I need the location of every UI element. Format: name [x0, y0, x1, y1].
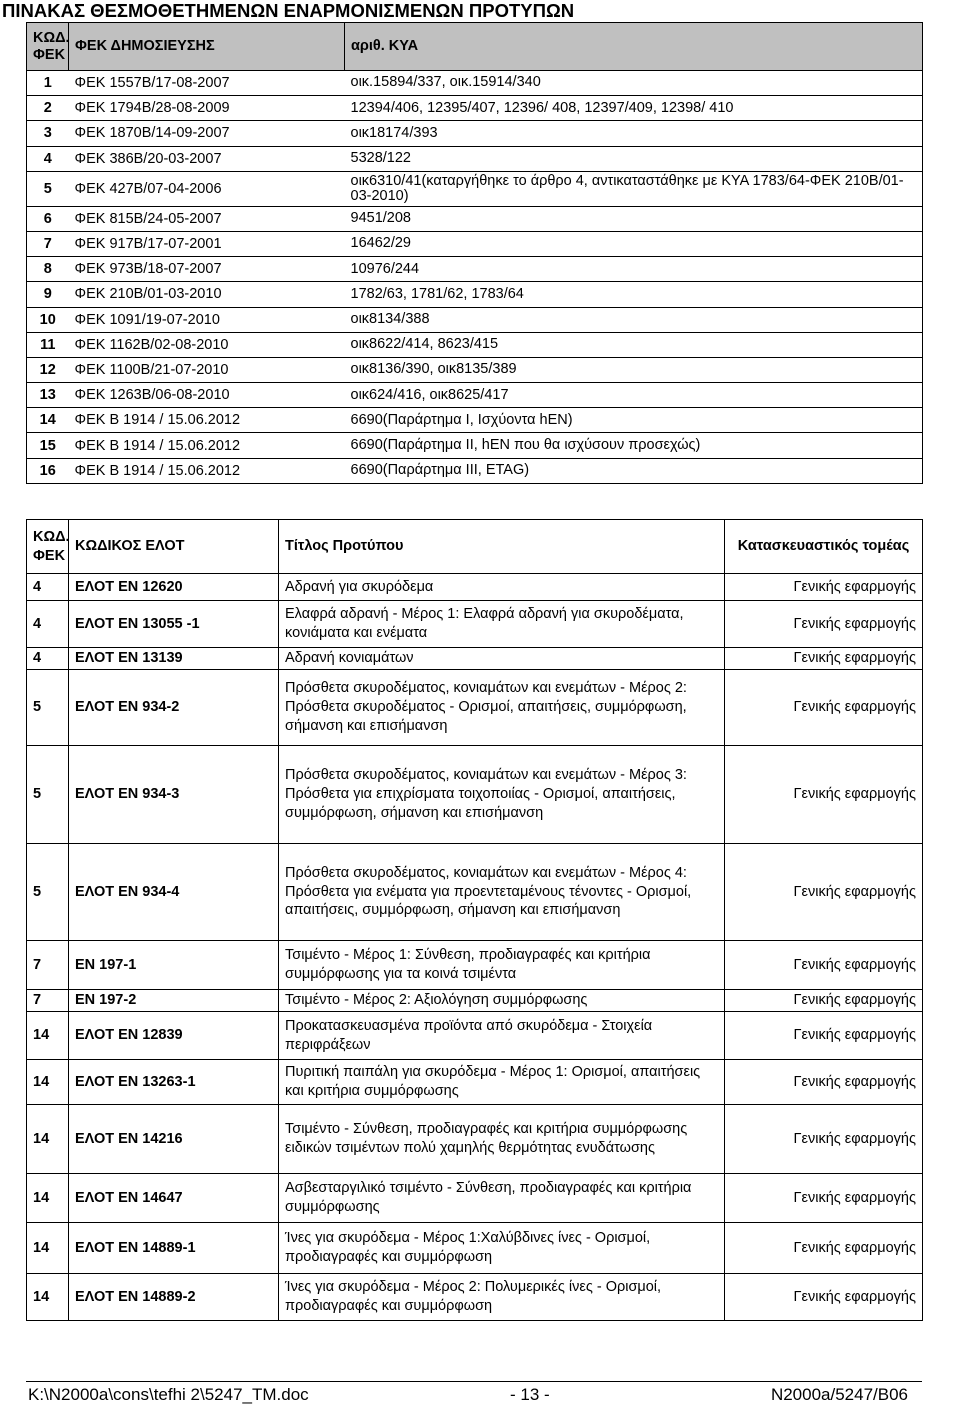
construction-sector-cell: Γενικής εφαρμογής: [725, 990, 923, 1012]
fek-code-cell: 14: [27, 1274, 69, 1321]
header-fek-code: ΚΩΔ. ΦΕΚ: [27, 23, 69, 71]
standard-title-cell: Αδρανή για σκυρόδεμα: [279, 574, 725, 601]
fek-code-cell: 7: [27, 941, 69, 990]
kya-number-cell: οικ18174/393: [345, 121, 923, 146]
fek-table-row: [27, 282, 923, 307]
fek-publication-cell: ΦΕΚ 427Β/07-04-2006: [69, 171, 345, 206]
fek-code-cell: 6: [27, 206, 69, 231]
footer-document-ref: N2000a/5247/B06: [770, 1385, 908, 1404]
kya-number-cell: 9451/208: [345, 206, 923, 231]
construction-sector-cell: Γενικής εφαρμογής: [725, 1174, 923, 1223]
fek-code-cell: 9: [27, 282, 69, 307]
kya-number-cell: 10976/244: [345, 257, 923, 282]
fek-table-row: [27, 96, 923, 121]
construction-sector-cell: Γενικής εφαρμογής: [725, 1223, 923, 1274]
fek-table-row: [27, 206, 923, 231]
fek-code-cell: 7: [27, 990, 69, 1012]
page-title: ΠΙΝΑΚΑΣ ΘΕΣΜΟΘΕΤΗΜΕΝΩΝ ΕΝΑΡΜΟΝΙΣΜΕΝΩΝ ΠΡΟΤΥΠΩΝ: [2, 0, 575, 21]
fek-code-cell: 4: [27, 574, 69, 601]
elot-code-cell: ΕΛΟΤ ΕΝ 14216: [69, 1105, 279, 1174]
fek-publication-cell: ΦΕΚ 386Β/20-03-2007: [69, 146, 345, 171]
construction-sector-cell: Γενικής εφαρμογής: [725, 844, 923, 941]
kya-number-cell: οικ8622/414, 8623/415: [345, 332, 923, 357]
fek-publication-cell: ΦΕΚ 917Β/17-07-2001: [69, 231, 345, 256]
kya-number-cell: 16462/29: [345, 231, 923, 256]
fek-table-row: [27, 357, 923, 382]
kya-number-cell: οικ624/416, οικ8625/417: [345, 383, 923, 408]
fek-publication-cell: ΦΕΚ 973Β/18-07-2007: [69, 257, 345, 282]
fek-publication-cell: ΦΕΚ 210Β/01-03-2010: [69, 282, 345, 307]
fek-code-cell: 5: [27, 670, 69, 746]
fek-publication-cell: ΦΕΚ 1794Β/28-08-2009: [69, 96, 345, 121]
standards-table-header: [27, 520, 923, 574]
fek-code-cell: 12: [27, 357, 69, 382]
fek-code-cell: 7: [27, 231, 69, 256]
elot-code-cell: ΕΝ 197-1: [69, 941, 279, 990]
fek-code-cell: 15: [27, 433, 69, 458]
fek-code-cell: 4: [27, 146, 69, 171]
elot-code-cell: ΕΛΟΤ ΕΝ 12839: [69, 1012, 279, 1060]
header-standard-title: Τίτλος Προτύπου: [279, 520, 725, 574]
kya-number-cell: 12394/406, 12395/407, 12396/ 408, 12397/409, 12398/ 410: [345, 96, 923, 121]
fek-code-cell: 1: [27, 71, 69, 96]
standard-title-cell: Προκατασκευασμένα προϊόντα από σκυρόδεμα - Στοιχεία περιφράξεων: [279, 1012, 725, 1060]
fek-code-cell: 11: [27, 332, 69, 357]
standards-table-row: [27, 1060, 923, 1105]
elot-code-cell: ΕΛΟΤ ΕΝ 934-3: [69, 746, 279, 844]
elot-code-cell: ΕΛΟΤ ΕΝ 13055 -1: [69, 601, 279, 648]
construction-sector-cell: Γενικής εφαρμογής: [725, 941, 923, 990]
fek-publication-cell: ΦΕΚ Β 1914 / 15.06.2012: [69, 433, 345, 458]
fek-code-cell: 5: [27, 171, 69, 206]
kya-number-cell: οικ6310/41(καταργήθηκε το άρθρο 4, αντικαταστάθηκε με ΚΥΑ 1783/64-ΦΕΚ 210Β/01-03-2010): [345, 171, 923, 206]
fek-table-row: [27, 231, 923, 256]
header-fek-code: ΚΩΔ. ΦΕΚ: [27, 520, 69, 574]
construction-sector-cell: Γενικής εφαρμογής: [725, 1105, 923, 1174]
construction-sector-cell: Γενικής εφαρμογής: [725, 670, 923, 746]
fek-table-row: [27, 257, 923, 282]
fek-table-row: [27, 146, 923, 171]
standards-table-row: [27, 1174, 923, 1223]
fek-publication-cell: ΦΕΚ Β 1914 / 15.06.2012: [69, 408, 345, 433]
fek-code-cell: 14: [27, 1060, 69, 1105]
fek-code-cell: 8: [27, 257, 69, 282]
fek-code-cell: 4: [27, 648, 69, 670]
fek-code-cell: 4: [27, 601, 69, 648]
standard-title-cell: Ασβεσταργιλικό τσιμέντο - Σύνθεση, προδιαγραφές και κριτήρια συμμόρφωσης: [279, 1174, 725, 1223]
kya-number-cell: 6690(Παράρτημα ΙΙ, hEN που θα ισχύσουν προσεχώς): [345, 433, 923, 458]
standard-title-cell: Τσιμέντο - Μέρος 1: Σύνθεση, προδιαγραφές και κριτήρια συμμόρφωσης για τα κοινά τσιμέντα: [279, 941, 725, 990]
construction-sector-cell: Γενικής εφαρμογής: [725, 1060, 923, 1105]
elot-code-cell: ΕΛΟΤ ΕΝ 934-4: [69, 844, 279, 941]
fek-publication-cell: ΦΕΚ 1100Β/21-07-2010: [69, 357, 345, 382]
fek-code-cell: 10: [27, 307, 69, 332]
construction-sector-cell: Γενικής εφαρμογής: [725, 746, 923, 844]
fek-table-row: [27, 332, 923, 357]
fek-code-cell: 14: [27, 1105, 69, 1174]
construction-sector-cell: Γενικής εφαρμογής: [725, 601, 923, 648]
elot-code-cell: ΕΛΟΤ ΕΝ 14889-1: [69, 1223, 279, 1274]
fek-publication-cell: ΦΕΚ 1091/19-07-2010: [69, 307, 345, 332]
header-fek-publication: ΦΕΚ ΔΗΜΟΣΙΕΥΣΗΣ: [69, 23, 345, 71]
elot-code-cell: ΕΛΟΤ ΕΝ 14647: [69, 1174, 279, 1223]
fek-publication-cell: ΦΕΚ 1162Β/02-08-2010: [69, 332, 345, 357]
standard-title-cell: Πυριτική παιπάλη για σκυρόδεμα - Μέρος 1: Ορισμοί, απαιτήσεις και κριτήρια συμμόρφωσης: [279, 1060, 725, 1105]
fek-table: [26, 22, 923, 484]
standards-table-row: [27, 1012, 923, 1060]
standards-table-row: [27, 746, 923, 844]
standards-table: [26, 519, 923, 1321]
construction-sector-cell: Γενικής εφαρμογής: [725, 1012, 923, 1060]
standards-table-row: [27, 648, 923, 670]
elot-code-cell: ΕΛΟΤ ΕΝ 13263-1: [69, 1060, 279, 1105]
standard-title-cell: Ελαφρά αδρανή - Μέρος 1: Ελαφρά αδρανή για σκυροδέματα, κονιάματα και ενέματα: [279, 601, 725, 648]
standard-title-cell: Ίνες για σκυρόδεμα - Μέρος 2: Πολυμερικές ίνες - Ορισμοί, προδιαγραφές και συμμόρφωση: [279, 1274, 725, 1321]
fek-publication-cell: ΦΕΚ 1870Β/14-09-2007: [69, 121, 345, 146]
elot-code-cell: ΕΛΟΤ ΕΝ 934-2: [69, 670, 279, 746]
fek-table-row: [27, 408, 923, 433]
fek-code-cell: 5: [27, 844, 69, 941]
construction-sector-cell: Γενικής εφαρμογής: [725, 648, 923, 670]
standards-table-row: [27, 990, 923, 1012]
kya-number-cell: οικ8134/388: [345, 307, 923, 332]
fek-code-cell: 14: [27, 1012, 69, 1060]
fek-table-row: [27, 121, 923, 146]
fek-table-row: [27, 71, 923, 96]
fek-publication-cell: ΦΕΚ 815Β/24-05-2007: [69, 206, 345, 231]
construction-sector-cell: Γενικής εφαρμογής: [725, 574, 923, 601]
elot-code-cell: ΕΛΟΤ ΕΝ 13139: [69, 648, 279, 670]
header-construction-sector: Κατασκευαστικός τομέας: [725, 520, 923, 574]
standard-title-cell: Τσιμέντο - Μέρος 2: Αξιολόγηση συμμόρφωσης: [279, 990, 725, 1012]
standards-table-row: [27, 574, 923, 601]
fek-publication-cell: ΦΕΚ Β 1914 / 15.06.2012: [69, 458, 345, 483]
footer-page-number: - 13 -: [510, 1385, 550, 1404]
footer-file-path: K:\N2000a\cons\tefhi 2\5247_TM.doc: [28, 1385, 309, 1404]
header-kya-number: αριθ. ΚΥΑ: [345, 23, 923, 71]
standards-table-row: [27, 941, 923, 990]
standards-table-row: [27, 1223, 923, 1274]
kya-number-cell: 1782/63, 1781/62, 1783/64: [345, 282, 923, 307]
header-elot-code: ΚΩΔΙΚΟΣ ΕΛΟΤ: [69, 520, 279, 574]
elot-code-cell: ΕΛΟΤ ΕΝ 12620: [69, 574, 279, 601]
standard-title-cell: Πρόσθετα σκυροδέματος, κονιαμάτων και ενεμάτων - Μέρος 4: Πρόσθετα για ενέματα για προεντεταμένους τένοντες - Ορισμοί, απαιτήσεις, συμμόρφωση, σήμανση και επισήμανση: [279, 844, 725, 941]
fek-code-cell: 13: [27, 383, 69, 408]
fek-code-cell: 16: [27, 458, 69, 483]
standard-title-cell: Πρόσθετα σκυροδέματος, κονιαμάτων και ενεμάτων - Μέρος 3: Πρόσθετα για επιχρίσματα τοιχοποιίας - Ορισμοί, απαιτήσεις, συμμόρφωση, σήμανση και επισήμανση: [279, 746, 725, 844]
fek-table-row: [27, 171, 923, 206]
fek-code-cell: 14: [27, 408, 69, 433]
fek-table-row: [27, 307, 923, 332]
kya-number-cell: 6690(Παράρτημα Ι, Ισχύοντα hEN): [345, 408, 923, 433]
fek-publication-cell: ΦΕΚ 1557Β/17-08-2007: [69, 71, 345, 96]
standards-table-row: [27, 1105, 923, 1174]
standard-title-cell: Πρόσθετα σκυροδέματος, κονιαμάτων και ενεμάτων - Μέρος 2: Πρόσθετα σκυροδέματος - Ορισμοί, απαιτήσεις, συμμόρφωση, σήμανση και επισήμανση: [279, 670, 725, 746]
elot-code-cell: ΕΝ 197-2: [69, 990, 279, 1012]
elot-code-cell: ΕΛΟΤ ΕΝ 14889-2: [69, 1274, 279, 1321]
standards-table-row: [27, 601, 923, 648]
fek-code-cell: 5: [27, 746, 69, 844]
fek-publication-cell: ΦΕΚ 1263Β/06-08-2010: [69, 383, 345, 408]
fek-table-header: [27, 23, 923, 71]
standards-table-row: [27, 1274, 923, 1321]
kya-number-cell: 5328/122: [345, 146, 923, 171]
fek-table-row: [27, 383, 923, 408]
kya-number-cell: οικ.15894/337, οικ.15914/340: [345, 71, 923, 96]
fek-code-cell: 14: [27, 1223, 69, 1274]
fek-table-row: [27, 433, 923, 458]
construction-sector-cell: Γενικής εφαρμογής: [725, 1274, 923, 1321]
fek-code-cell: 14: [27, 1174, 69, 1223]
fek-table-row: [27, 458, 923, 483]
standard-title-cell: Τσιμέντο - Σύνθεση, προδιαγραφές και κριτήρια συμμόρφωσης ειδικών τσιμέντων πολύ χαμηλής θερμότητας ενυδάτωσης: [279, 1105, 725, 1174]
fek-code-cell: 3: [27, 121, 69, 146]
fek-code-cell: 2: [27, 96, 69, 121]
kya-number-cell: 6690(Παράρτημα ΙΙΙ, ETAG): [345, 458, 923, 483]
standard-title-cell: Ίνες για σκυρόδεμα - Μέρος 1:Χαλύβδινες ίνες - Ορισμοί, προδιαγραφές και συμμόρφωση: [279, 1223, 725, 1274]
footer-rule: [26, 1381, 922, 1382]
standards-table-row: [27, 844, 923, 941]
standard-title-cell: Αδρανή κονιαμάτων: [279, 648, 725, 670]
kya-number-cell: οικ8136/390, οικ8135/389: [345, 357, 923, 382]
standards-table-row: [27, 670, 923, 746]
